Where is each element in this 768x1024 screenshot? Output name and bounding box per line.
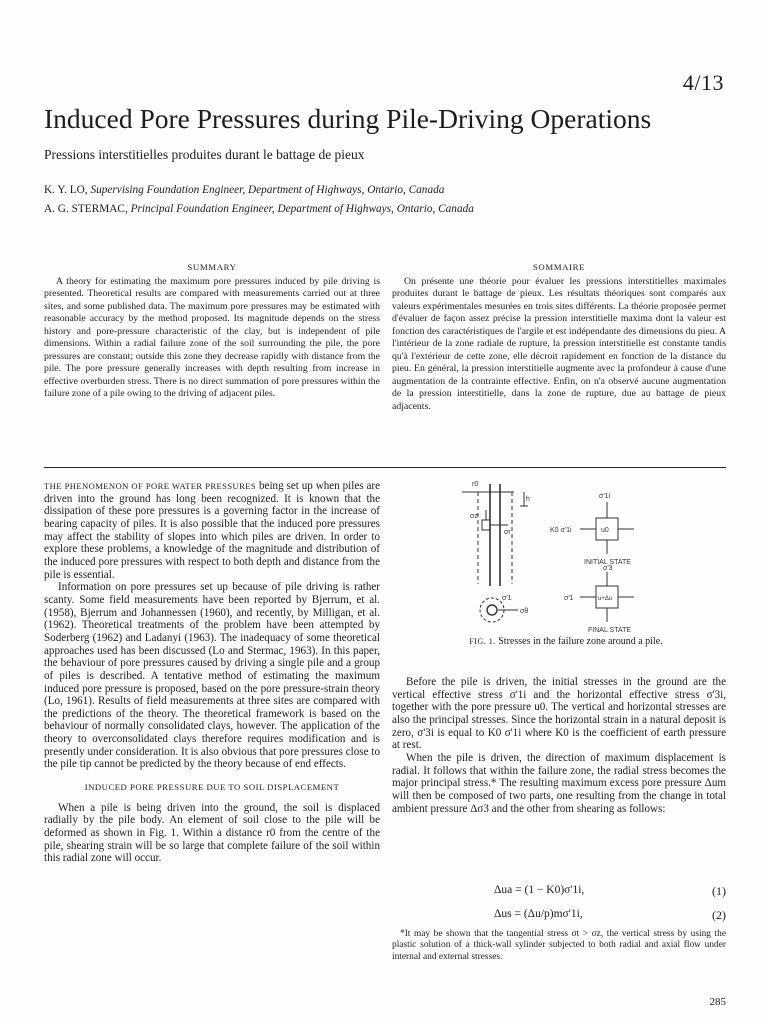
figure-caption (446, 636, 686, 648)
summary-heading: SUMMARY (187, 262, 237, 272)
section-heading: INDUCED PORE PRESSURE DUE TO SOIL DISPLACEMENT (84, 782, 340, 793)
label-h: h (526, 496, 530, 503)
soil-element (482, 520, 490, 530)
label-sigma3: σ'3 (603, 565, 613, 572)
paper-subtitle: Pressions interstitielles produites durant le battage de pieux (44, 147, 365, 162)
paper-title: Induced Pore Pressures during Pile-Driving Operations (44, 103, 652, 134)
caption-text: Stresses in the failure zone around a pile. (498, 636, 663, 647)
page-number: 4/13 (682, 70, 724, 95)
body-paragraph: When the pile is driven, the direction of maximum displacement is radial. It follows that within the failure zone, the radial stress becomes the major principal stress.* The resulting maximum excess pore pressure Δum will then be composed of two parts, one resulting from the change in total ambient pressure Δσ3 and the other from shearing as follows: (392, 751, 726, 815)
label-initial-state: INITIAL STATE (584, 559, 631, 566)
equation-2: Δus = (Δu/p)mσ'1i, (494, 908, 583, 920)
label-final-state: FINAL STATE (588, 627, 632, 634)
label-u-du: u+Δu (598, 596, 613, 602)
left-body-column (44, 480, 380, 865)
label-sigma1-plan: σ'1 (502, 595, 512, 602)
equation-number: (2) (712, 908, 726, 922)
body-paragraph: Information on pore pressures set up because of pile driving is rather scanty. Some field measurements have been reported by Bjerrum, et al. (1958), Bjerrum and Johannessen (1960), and recently, by Milligan, et al. (1962). Theoretical treatments of the problem have been attempted by Soderberg (1962) and Ladanyi (1963). The inadequacy of some theoretical approaches used has been discussed (Lo and Stermac, 1963). In this paper, the behaviour of pore pressures caused by driving a single pile and a group of piles is described. A tentative method of estimating the maximum induced pore pressure is proposed, based on the pore pressure-strain theory (Lo, 1961). Results of field measurements at three sites are compared with the predictions of the theory. The theoretical framework is based on the behaviour of normally consolidated clays, however. The application of the theory to overconsolidated clays therefore requires modification and is presently under consideration. It is also obvious that pore pressures close to the pile tip cannot be predicted by the theory because of end effects. (44, 581, 380, 771)
section-divider (44, 467, 726, 468)
equation-1: Δua = (1 − K0)σ'1i, (494, 884, 585, 896)
sommaire-heading: SOMMAIRE (532, 262, 586, 272)
label-sigma-r: σr (504, 529, 511, 536)
body-paragraph: Before the pile is driven, the initial stresses in the ground are the vertical effective stress σ'1i and the horizontal effective stress σ'3i, together with the pore pressure u0. The vertical and horizontal stresses are also the principal stresses. Since the horizontal strain in a natural deposit is zero, σ'3i is equal to K0 σ'1i where K0 is the coefficient of earth pressure at rest. (392, 676, 726, 752)
footnote (392, 929, 726, 963)
label-sigma1-final: σ'1 (564, 595, 574, 602)
author-affiliation: Principal Foundation Engineer, Department of Highways, Ontario, Canada (130, 203, 474, 215)
figure-label: FIG. 1. (469, 637, 496, 646)
folio-number: 285 (709, 996, 726, 1008)
label-theta: σθ (520, 608, 529, 615)
label-r0: r0 (472, 481, 479, 488)
author-line (44, 184, 444, 196)
label-u0: u0 (601, 527, 609, 534)
label-sigma-z: σz (470, 513, 478, 520)
right-body-column (392, 676, 726, 815)
paragraph-text: being set up when piles are driven into the ground has long been recognized. It is known that the dissipation of these pore pressures is a governing factor in the increase of bearing capacity of piles. It is also possible that the induced pore pressures may affect the stability of slopes into which piles are driven. In order to explore these problems, a knowledge of the magnitude and distribution of the induced pore pressures with respect to both depth and distance from the pile is essential. (44, 480, 380, 581)
author-affiliation: Supervising Foundation Engineer, Department of Highways, Ontario, Canada (90, 184, 445, 196)
lead-in-caps: THE PHENOMENON OF PORE WATER PRESSURES (44, 481, 257, 491)
footnote-text: *It may be shown that the tangential stress σt > σz, the vertical stress by using the plastic solution of a thick-wall sylinder subjected to both radial and axial flow under internal and external stresses. (392, 929, 726, 962)
summary-text: A theory for estimating the maximum pore pressures induced by pile driving is presented. Theoretical results are compared with measurements carried out at three sites, and some published data. The maximum pore pressures may be estimated with reasonable accuracy by the method proposed. Its magnitude depends on the stress history and pore-pressure characteristic of the clay, but is independent of pile dimensions. Within a radial failure zone of the soil surrounding the pile, the pore pressures are constant; outside this zone they decrease rapidly with distance from the pile. The pore pressure generally increases with depth resulting from increase in effective overburden stress. There is no direct summation of pore pressures within the failure zone of a pile owing to the driving of adjacent piles. (44, 276, 380, 400)
body-paragraph (44, 480, 380, 581)
stress-diagram (448, 474, 686, 640)
sommaire-text: On présente une théorie pour évaluer les pressions interstitielles maximales produites durant le battage de pieux. Les résultats théoriques sont comparés aux valeurs expérimentales mesurées en trois sites différents. La théorie proposée permet d'évaluer de façon assez précise la pression interstitielle maxima dont la valeur est fonction des caractéristiques de l'argile et est indépendante des dimensions du pieu. A l'intérieur de la zone radiale de rupture, la pression interstitielle est constante tandis qu'à l'extérieur de cette zone, elle décroit rapidement en fonction de la distance du pieu. En général, la pression interstitielle augmente avec la profondeur à cause d'une augmentation de la contrainte effective. Enfin, on n'a observé aucune augmentation de la pression interstitielle, dans la zone de rupture, due au battage de pieux adjacents. (392, 276, 726, 412)
author-name: A. G. STERMAC, (44, 203, 128, 215)
label-k0: K0 σ'1i (550, 527, 572, 534)
figure-1 (448, 474, 686, 640)
author-name: K. Y. LO, (44, 184, 88, 196)
plan-view-pile (487, 605, 497, 615)
body-paragraph: When a pile is being driven into the ground, the soil is displaced radially by the pile body. An element of soil close to the pile will be deformed as shown in Fig. 1. Within a distance r0 from the centre of the pile, shearing strain will be so large that complete failure of the soil within this radial zone will occur. (44, 801, 380, 865)
label-sigma1i: σ'1i (599, 493, 611, 500)
equation-number: (1) (712, 884, 726, 898)
author-line (44, 203, 474, 215)
